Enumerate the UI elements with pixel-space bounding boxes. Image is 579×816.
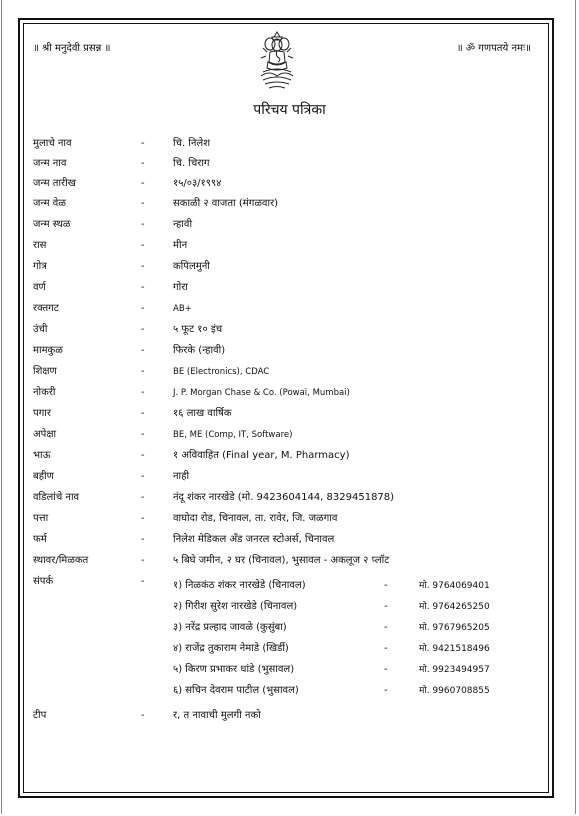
header-left-blessing: ॥ श्री मनुदेवी प्रसन्न ॥ (33, 43, 111, 54)
detail-value: चि. चिराग (173, 158, 210, 169)
separator-dash: - (141, 303, 145, 314)
detail-value: गोरा (173, 282, 188, 293)
detail-value: J. P. Morgan Chase & Co. (Powai, Mumbai) (173, 388, 350, 398)
detail-value: १५/०३/१९९४ (173, 178, 222, 189)
detail-label: गोत्र (33, 261, 47, 272)
detail-value: ५ बिघे जमीन, २ घर (चिनावल), भुसावल - अकलूज २ प्लॉट (173, 555, 390, 566)
contact-row (173, 681, 513, 701)
contact-name: ३) नरेंद्र प्रल्हाद जावळे (कुसुंबा) (173, 622, 287, 633)
detail-label: शिक्षण (33, 366, 57, 377)
detail-label: जन्म वेळ (33, 198, 66, 209)
separator-dash: - (141, 198, 145, 209)
contact-mobile: मो. 9923494957 (419, 665, 490, 675)
note-label: टीप (33, 710, 47, 721)
detail-label: पत्ता (33, 513, 49, 524)
detail-label: मुलाचे नाव (33, 138, 72, 149)
detail-label: स्थावर/मिळकत (33, 555, 89, 566)
detail-label: भाऊ (33, 450, 51, 461)
separator-dash: - (141, 492, 145, 503)
detail-value: AB+ (173, 304, 192, 314)
separator-dash: - (141, 429, 145, 440)
separator-dash: - (384, 685, 388, 696)
detail-label: वर्ण (33, 282, 46, 293)
page-title: परिचय पत्रिका (253, 102, 326, 118)
contact-row (173, 618, 513, 638)
contact-row (173, 639, 513, 659)
contact-mobile: मो. 9421518496 (419, 644, 490, 654)
detail-label: बहीण (33, 471, 54, 482)
detail-value: १६ लाख वार्षिक (173, 408, 232, 419)
separator-dash: - (141, 471, 145, 482)
note-value: र, त नावाची मुलगी नको (173, 710, 261, 721)
separator-dash: - (141, 219, 145, 230)
detail-label: जन्म तारीख (33, 178, 76, 189)
detail-value: मीन (173, 240, 188, 251)
separator-dash: - (141, 408, 145, 419)
detail-value: ५ फूट १० इंच (173, 324, 223, 335)
detail-value: सकाळी २ वाजता (मंगळवार) (173, 198, 279, 209)
detail-value: न्हावी (173, 219, 193, 230)
separator-dash: - (384, 601, 388, 612)
separator-dash: - (141, 387, 145, 398)
separator-dash: - (141, 240, 145, 251)
contact-mobile: मो. 9960708855 (419, 686, 490, 696)
separator-dash: - (141, 450, 145, 461)
contact-name: ५) किरण प्रभाकर धांडे (भुसावल) (173, 664, 295, 675)
detail-value: नंदू शंकर नारखेडे (मो. 9423604144, 8329451878) (173, 492, 395, 503)
contact-name: ६) सचिन देवराम पाटील (भुसावल) (173, 685, 299, 696)
detail-label: वडिलांचे नाव (33, 492, 80, 503)
separator-dash: - (141, 138, 145, 149)
detail-label: रास (33, 240, 47, 251)
separator-dash: - (141, 710, 145, 721)
separator-dash: - (141, 282, 145, 293)
separator-dash: - (141, 324, 145, 335)
detail-label: संपर्क (33, 576, 54, 587)
contact-name: २) गिरीश सुरेश नारखेडे (चिनावल) (173, 601, 298, 612)
separator-dash: - (141, 555, 145, 566)
contact-row (173, 660, 513, 680)
contact-mobile: मो. 9764069401 (419, 581, 490, 591)
detail-label: उंची (33, 324, 48, 335)
detail-label: अपेक्षा (33, 429, 57, 440)
detail-value: BE (Electronics), CDAC (173, 367, 270, 377)
separator-dash: - (141, 178, 145, 189)
separator-dash: - (141, 366, 145, 377)
detail-value: १ अविवाहित (Final year, M. Pharmacy) (173, 450, 350, 461)
detail-value: वाघोदा रोड, चिनावल, ता. रावेर, जि. जळगाव (173, 513, 338, 524)
separator-dash: - (384, 664, 388, 675)
detail-label: फर्म (33, 534, 47, 545)
detail-label: मामकुळ (33, 345, 63, 356)
detail-label: जन्म नाव (33, 158, 67, 169)
separator-dash: - (141, 576, 145, 587)
separator-dash: - (384, 622, 388, 633)
separator-dash: - (141, 158, 145, 169)
header-right-blessing: ॥ ॐ गणपतये नमः॥ (456, 43, 531, 54)
contact-name: १) निळकंठ शंकर नारखेडे (चिनावल) (173, 580, 306, 591)
detail-label: रक्तगट (33, 303, 59, 314)
ganesha-lotus-emblem (257, 30, 297, 92)
separator-dash: - (384, 643, 388, 654)
detail-value: कपिलमुनी (173, 261, 210, 272)
separator-dash: - (384, 580, 388, 591)
separator-dash: - (141, 261, 145, 272)
detail-value: BE, ME (Comp, IT, Software) (173, 430, 293, 440)
contact-mobile: मो. 9764265250 (419, 602, 490, 612)
contact-row (173, 576, 513, 596)
detail-value: निलेश मेडिकल अँड जनरल स्टोअर्स, चिनावल (173, 534, 335, 545)
contact-mobile: मो. 9767965205 (419, 623, 490, 633)
detail-label: नोकरी (33, 387, 56, 398)
detail-label: जन्म स्थळ (33, 219, 71, 230)
detail-value: चि. निलेश (173, 138, 211, 149)
contact-row (173, 597, 513, 617)
separator-dash: - (141, 534, 145, 545)
contact-name: ४) राजेंद्र तुकाराम नेमाडे (खिर्डी) (173, 643, 289, 654)
detail-value: फिरके (न्हावी) (173, 345, 226, 356)
detail-label: पगार (33, 408, 51, 419)
separator-dash: - (141, 513, 145, 524)
detail-value: नाही (173, 471, 190, 482)
separator-dash: - (141, 345, 145, 356)
